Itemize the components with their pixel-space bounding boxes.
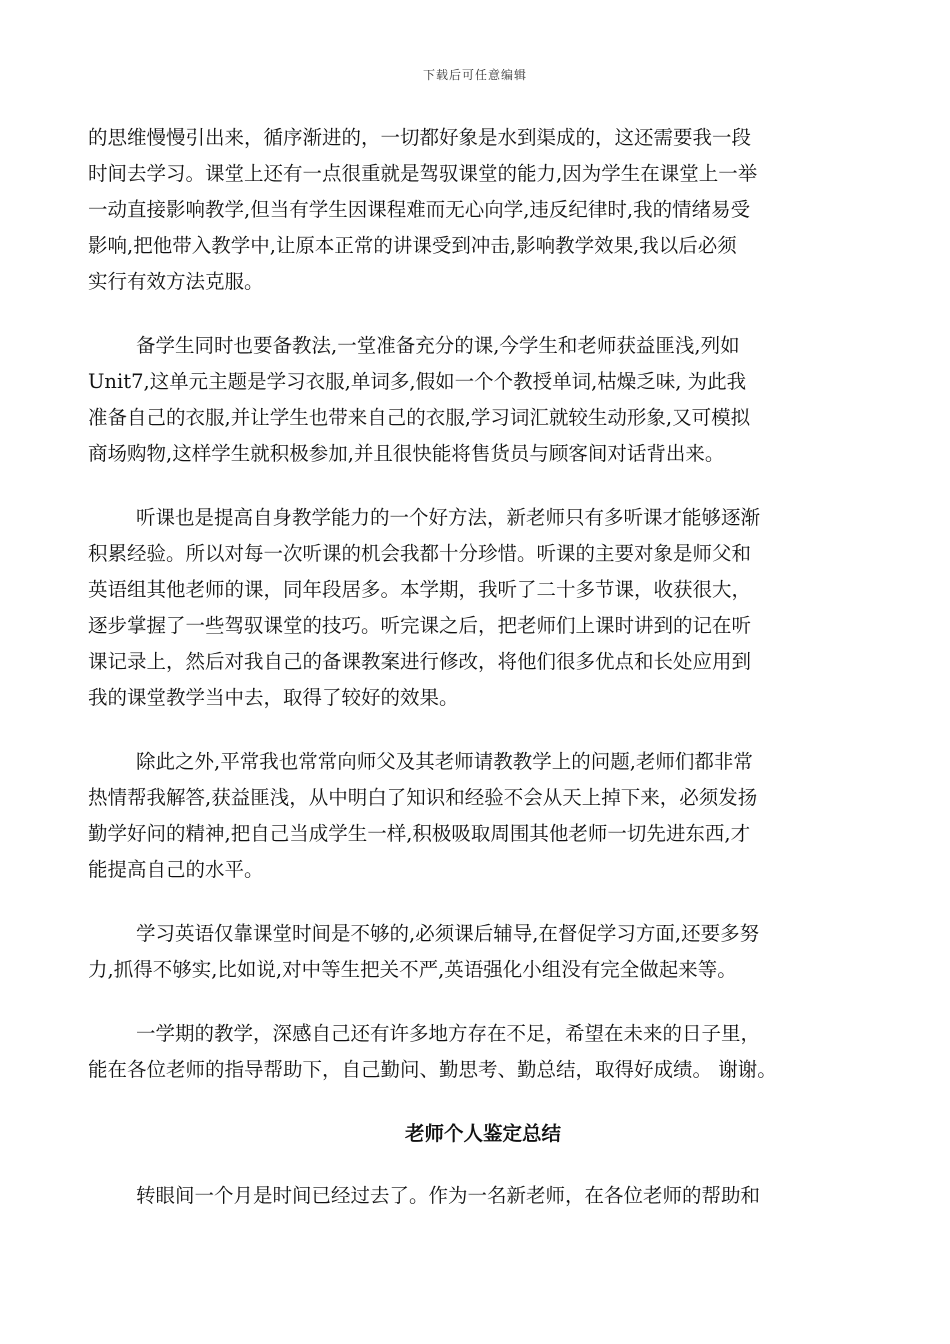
- paragraph-line: 积累经验。所以对每一次听课的机会我都十分珍惜。听课的主要对象是师父和: [88, 542, 752, 565]
- paragraph-line: 商场购物,这样学生就积极参加,并且很快能将售货员与顾客间对话背出来。: [88, 442, 725, 465]
- paragraph-line: 转眼间一个月是时间已经过去了。作为一名新老师，在各位老师的帮助和: [136, 1184, 761, 1207]
- document-body: [88, 120, 878, 1242]
- page-header: 下载后可任意编辑: [422, 68, 527, 82]
- paragraph-6: [88, 1016, 878, 1088]
- paragraph-line: 课记录上，然后对我自己的备课教案进行修改，将他们很多优点和长处应用到: [88, 650, 752, 673]
- paragraph-line: 的思维慢慢引出来，循序渐进的，一切都好象是水到渠成的，这还需要我一段: [88, 126, 752, 149]
- paragraph-line: Unit7,这单元主题是学习衣服,单词多,假如一个个教授单词,枯燥乏味, 为此我: [88, 370, 747, 393]
- paragraph-1: [88, 120, 878, 300]
- paragraph-3: [88, 500, 878, 716]
- paragraph-line: 影响,把他带入教学中,让原本正常的讲课受到冲击,影响教学效果,我以后必须: [88, 234, 737, 257]
- paragraph-line: 时间去学习。课堂上还有一点很重就是驾驭课堂的能力,因为学生在课堂上一举: [88, 162, 758, 185]
- paragraph-line: 一学期的教学，深感自己还有许多地方存在不足，希望在未来的日子里，: [136, 1022, 761, 1045]
- paragraph-line: 力,抓得不够实,比如说,对中等生把关不严,英语强化小组没有完全做起来等。: [88, 958, 737, 981]
- paragraph-line: 逐步掌握了一些驾驭课堂的技巧。听完课之后，把老师们上课时讲到的记在听: [88, 614, 752, 637]
- paragraph-line: 英语组其他老师的课，同年段居多。本学期，我听了二十多节课，收获很大，: [88, 578, 752, 601]
- paragraph-line: 我的课堂教学当中去，取得了较好的效果。: [88, 686, 459, 709]
- paragraph-line: 听课也是提高自身教学能力的一个好方法，新老师只有多听课才能够逐渐: [136, 506, 761, 529]
- paragraph-line: 能提高自己的水平。: [88, 858, 264, 881]
- paragraph-line: 实行有效方法克服。: [88, 270, 264, 293]
- section-title: 老师个人鉴定总结: [404, 1122, 561, 1145]
- paragraph-4: [88, 744, 878, 888]
- paragraph-line: 除此之外,平常我也常常向师父及其老师请教教学上的问题,老师们都非常: [136, 750, 753, 773]
- paragraph-line: 热情帮我解答,获益匪浅，从中明白了知识和经验不会从天上掉下来，必须发扬: [88, 786, 758, 809]
- paragraph-line: 准备自己的衣服,并让学生也带来自己的衣服,学习词汇就较生动形象,又可模拟: [88, 406, 751, 429]
- paragraph-5: [88, 916, 878, 988]
- paragraph-7: [88, 1178, 878, 1214]
- paragraph-line: 能在各位老师的指导帮助下，自己勤问、勤思考、勤总结，取得好成绩。 谢谢。: [88, 1058, 777, 1081]
- paragraph-line: 学习英语仅靠课堂时间是不够的,必须课后辅导,在督促学习方面,还要多努: [136, 922, 760, 945]
- paragraph-2: [88, 328, 878, 472]
- paragraph-line: 勤学好问的精神,把自己当成学生一样,积极吸取周围其他老师一切先进东西,才: [88, 822, 751, 845]
- paragraph-line: 备学生同时也要备教法,一堂准备充分的课,今学生和老师获益匪浅,列如: [136, 334, 740, 357]
- paragraph-line: 一动直接影响教学,但当有学生因课程难而无心向学,违反纪律时,我的情绪易受: [88, 198, 751, 221]
